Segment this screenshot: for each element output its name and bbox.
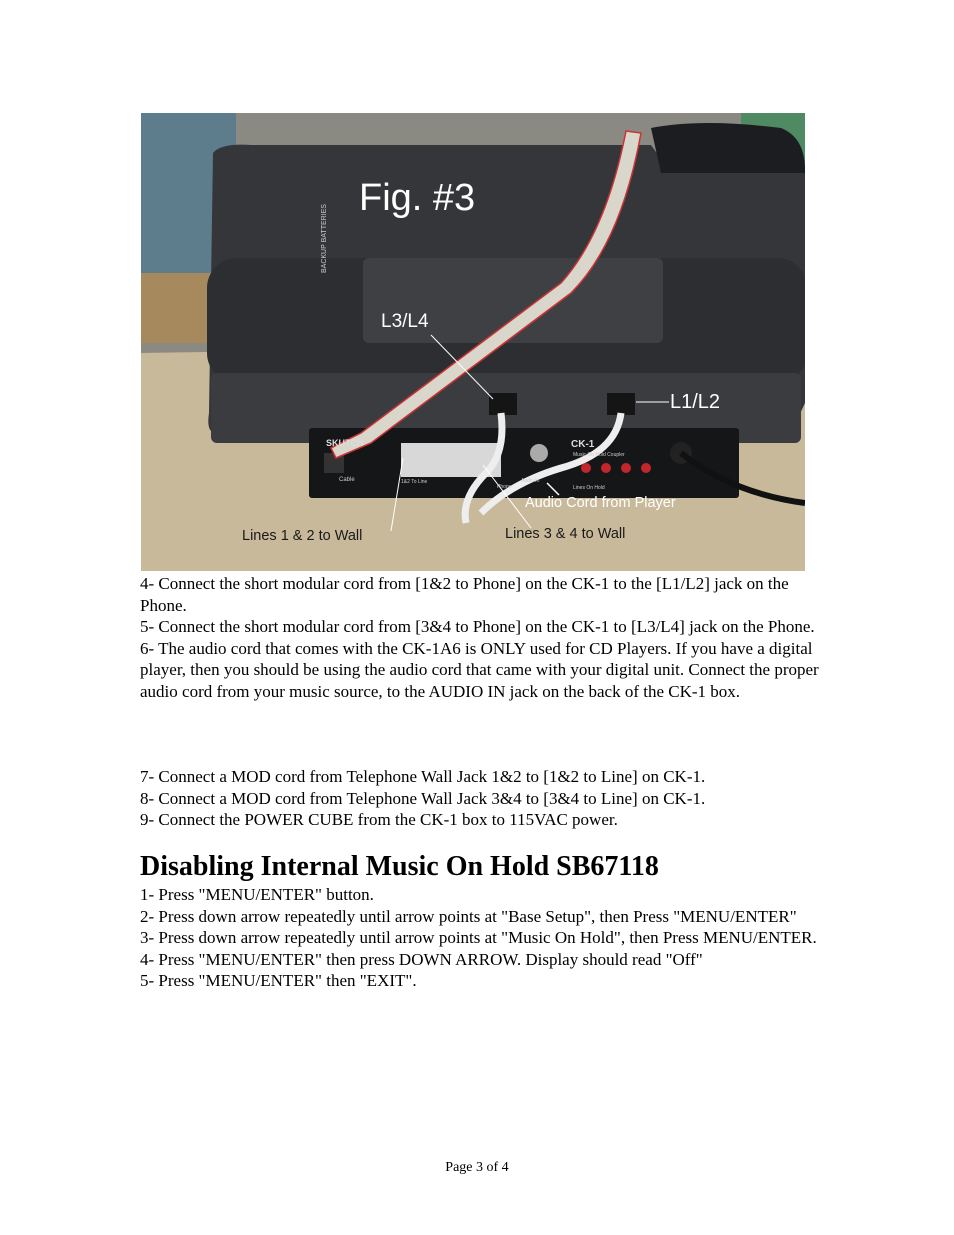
steps-block-b (140, 766, 820, 831)
step-7: 7- Connect a MOD cord from Telephone Wall Jack 1&2 to [1&2 to Line] on CK-1. (140, 767, 706, 786)
steps-block-a (140, 573, 820, 702)
step-5: 5- Connect the short modular cord from [3&4 to Phone] on the CK-1 to [L3/L4] jack on the Phone. (140, 617, 815, 636)
moh-step-3: 3- Press down arrow repeatedly until arrow points at "Music On Hold", then Press MENU/ENTER. (140, 928, 817, 947)
to-line-label: 1&2 To Line (401, 479, 428, 485)
moh-step-1: 1- Press "MENU/ENTER" button. (140, 885, 374, 904)
section-heading: Disabling Internal Music On Hold SB67118 (140, 851, 659, 882)
step-9: 9- Connect the POWER CUBE from the CK-1 box to 115VAC power. (140, 810, 618, 829)
backup-batteries-label: BACKUP BATTERIES (321, 204, 328, 273)
figure-photo (141, 113, 805, 571)
callout-l1l2: L1/L2 (670, 391, 721, 413)
step-8: 8- Connect a MOD cord from Telephone Wall Jack 3&4 to [3&4 to Line] on CK-1. (140, 788, 706, 808)
moh-step-2: 2- Press down arrow repeatedly until arrow points at "Base Setup", then Press "MENU/ENTER" (140, 906, 797, 926)
cable-label: Cable (339, 477, 355, 483)
phone-label: Phone (497, 484, 512, 490)
callout-audio-cord: Audio Cord from Player (525, 495, 676, 511)
skutch-label: SKUTCH (326, 438, 364, 448)
moh-step-5: 5- Press "MENU/ENTER" then "EXIT". (140, 971, 417, 990)
lines-on-hold-label: Lines On Hold (573, 485, 605, 491)
page-number: Page 3 of 4 (445, 1160, 509, 1175)
step-6: 6- The audio cord that comes with the CK-1A6 is ONLY used for CD Players. If you have a digital player, then you should be using the audio cord that came with your digital unit. Connect the proper audio cord from your music source, to the AUDIO IN jack on the back of the CK-1 box. (140, 638, 819, 701)
callout-lines-34-wall: Lines 3 & 4 to Wall (505, 526, 626, 542)
callout-lines-12-wall: Lines 1 & 2 to Wall (242, 528, 363, 544)
step-4: 4- Connect the short modular cord from [1&2 to Phone] on the CK-1 to the [L1/L2] jack on the Phone. (140, 574, 789, 615)
figure-title: Fig. #3 (359, 177, 476, 219)
callout-l3l4: L3/L4 (381, 311, 429, 332)
music-coupler-label: Music On Hold Coupler (573, 452, 625, 458)
moh-step-4: 4- Press "MENU/ENTER" then press DOWN ARROW. Display should read "Off" (140, 949, 703, 969)
ck1-label: CK-1 (571, 439, 595, 450)
disable-moh-steps (140, 884, 820, 992)
audio-in-label: Audio In (521, 478, 540, 484)
